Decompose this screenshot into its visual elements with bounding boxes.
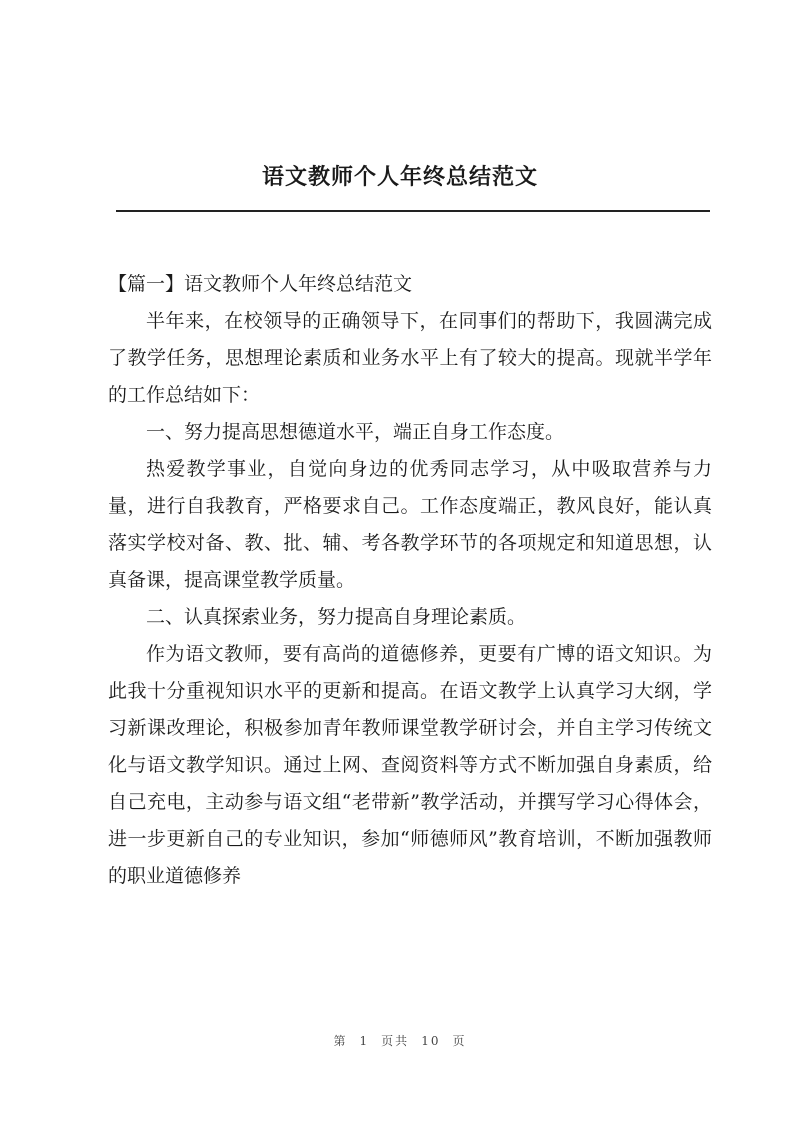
footer-suffix: 页 xyxy=(452,1034,467,1048)
footer-prefix: 第 xyxy=(333,1034,348,1048)
page-footer xyxy=(0,1032,800,1049)
title-divider xyxy=(116,210,710,212)
paragraph-section-2: 作为语文教师，要有高尚的道德修养，更要有广博的语文知识。为此我十分重视知识水平的更新和提高。在语文教学上认真学习大纲，学习新课改理论，积极参加青年教师课堂教学研讨会，并自主学习传统文化与语文教学知识。通过上网、查阅资料等方式不断加强自身素质，给自己充电，主动参与语文组“老带新”教学活动，并撰写学习心得体会，进一步更新自己的专业知识，参加“师德师风”教育培训，不断加强教师的职业道德修养 xyxy=(108,643,712,887)
footer-total-pages: 10 xyxy=(421,1034,441,1048)
paragraph-heading: 【篇一】语文教师个人年终总结范文 xyxy=(108,273,413,295)
document-body xyxy=(108,266,712,895)
document-title: 语文教师个人年终总结范文 xyxy=(261,164,538,190)
paragraph-section-1: 热爱教学事业，自觉向身边的优秀同志学习，从中吸取营养与力量，进行自我教育，严格要求自己。工作态度端正，教风良好，能认真落实学校对备、教、批、辅、考各教学环节的各项规定和知道思想，认真备课，提高课堂教学质量。 xyxy=(108,458,712,591)
section-heading-2: 二、认真探索业务，努力提高自身理论素质。 xyxy=(146,606,527,628)
section-heading-1: 一、努力提高思想德道水平，端正自身工作态度。 xyxy=(146,421,565,443)
paragraph-intro: 半年来，在校领导的正确领导下，在同事们的帮助下，我圆满完成了教学任务，思想理论素质和业务水平上有了较大的提高。现就半学年的工作总结如下： xyxy=(108,310,712,406)
footer-middle: 页共 xyxy=(381,1034,410,1048)
footer-current-page: 1 xyxy=(359,1034,370,1048)
